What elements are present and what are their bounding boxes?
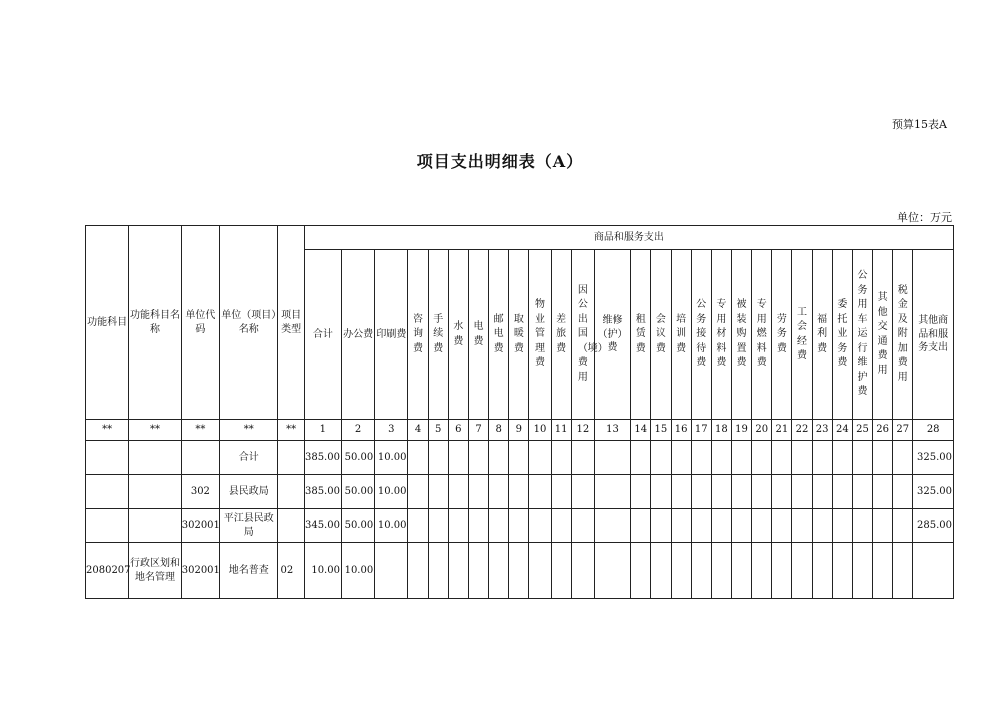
header-unit-code: 单位代码 [181,226,219,420]
table-cell-empty [448,441,468,475]
form-code: 预算15表A [892,118,947,131]
subheader-label: 手续费 [433,313,444,354]
table-cell-empty [428,543,448,599]
subheader-cell [671,250,691,420]
subheader-cell [304,250,341,420]
table-cell-empty [408,475,428,509]
subheader-cell [428,250,448,420]
table-cell-office: 50.00 [341,475,374,509]
subheader-cell [832,250,852,420]
table-cell-empty [489,509,509,543]
table-cell-empty [631,543,651,599]
table-cell-empty [529,509,551,543]
table-cell-empty [489,543,509,599]
table-cell-empty [772,441,792,475]
subheader-label: 租赁费 [635,313,646,354]
table-cell-empty [671,509,691,543]
table-row [86,441,954,475]
subheader-cell [731,250,751,420]
table-cell-empty [651,475,671,509]
table-cell-empty [852,509,872,543]
table-cell-empty [529,441,551,475]
table-cell-func_name [129,509,181,543]
column-code-cell: 1 [304,420,341,441]
table-cell-empty [711,441,731,475]
subheader-cell [489,250,509,420]
subheader-label: 会议费 [655,313,666,354]
table-cell-office: 50.00 [341,441,374,475]
table-cell-office: 50.00 [341,509,374,543]
subheader-label: 办公费 [343,328,374,340]
table-cell-empty [812,509,832,543]
table-cell-empty [832,475,852,509]
subheader-cell [893,250,913,420]
table-cell-empty [594,441,630,475]
table-cell-empty [752,441,772,475]
table-cell-empty [408,441,428,475]
table-cell-unit_code: 302001 [181,543,219,599]
table-cell-empty [812,441,832,475]
table-cell-empty [752,543,772,599]
subheader-cell [571,250,608,420]
table-cell-empty [772,475,792,509]
table-row [86,543,954,599]
table-cell-empty [893,543,913,599]
column-code-cell: 13 [594,420,630,441]
table-cell-empty [832,509,852,543]
table-cell-func_code [86,441,129,475]
table-cell-print: 10.00 [375,475,408,509]
header-func-subject-name: 功能科目名称 [129,226,181,420]
column-code-cell: 23 [812,420,832,441]
subheader-cell [509,250,529,420]
table-cell-empty [551,475,571,509]
table-cell-empty [651,509,671,543]
table-row [86,475,954,509]
table-cell-other: 285.00 [913,509,954,543]
table-cell-empty [812,543,832,599]
table-cell-empty [631,509,651,543]
subheader-label: 公务接待费 [696,299,707,369]
table-cell-print: 10.00 [375,441,408,475]
table-cell-empty [893,509,913,543]
table-cell-func_name [129,441,181,475]
column-code-cell: ** [181,420,219,441]
subheader-cell [551,250,571,420]
column-code-cell: 24 [832,420,852,441]
table-cell-other [913,543,954,599]
table-cell-empty [594,475,630,509]
table-cell-empty [571,475,594,509]
table-cell-empty [571,509,594,543]
subheader-cell [913,250,954,420]
table-cell-unit_name: 合计 [220,441,278,475]
header-func-subject: 功能科目 [86,226,129,420]
table-cell-empty [772,509,792,543]
table-cell-empty [408,509,428,543]
table-cell-empty [832,441,852,475]
table-cell-empty [752,509,772,543]
table-cell-func_name: 行政区划和地名管理 [129,543,181,599]
table-cell-empty [408,543,428,599]
subheader-cell [594,250,630,420]
subheader-label: 被装购置费 [736,299,747,369]
table-cell-total: 345.00 [304,509,341,543]
table-cell-func_name [129,475,181,509]
table-cell-empty [832,543,852,599]
table-cell-empty [731,543,751,599]
table-cell-func_code [86,509,129,543]
table-cell-empty [448,475,468,509]
page-title: 项目支出明细表（A） [416,152,584,171]
subheader-label: 工会经费 [797,306,808,361]
table-cell-empty [752,475,772,509]
subheader-label: 维修（护）费 [597,315,628,354]
subheader-label: 公务用车运行维护费 [857,270,868,398]
subheader-label: 印刷费 [376,328,407,340]
table-cell-empty [812,475,832,509]
column-code-cell: 20 [752,420,772,441]
table-cell-empty [529,543,551,599]
table-cell-type [278,441,304,475]
table-cell-empty [671,441,691,475]
table-cell-empty [711,509,731,543]
subheader-label: 培训费 [676,313,687,354]
subheader-label: 福利费 [817,313,828,354]
table-cell-empty [691,509,711,543]
subheader-label: 税金及附加费用 [897,284,908,383]
table-cell-unit_code [181,441,219,475]
table-cell-empty [691,543,711,599]
table-cell-empty [468,441,488,475]
table-cell-unit_name: 县民政局 [220,475,278,509]
subheader-cell [448,250,468,420]
table-cell-type: 02 [278,543,304,599]
column-code-cell: 10 [529,420,551,441]
column-code-cell: 25 [852,420,872,441]
table-cell-empty [489,441,509,475]
subheader-cell [752,250,772,420]
column-code-cell: 14 [631,420,651,441]
subheader-label: 劳务费 [776,313,787,354]
table-cell-unit_code: 302 [181,475,219,509]
table-cell-empty [468,509,488,543]
table-cell-empty [551,441,571,475]
table-cell-empty [671,475,691,509]
table-cell-func_code: 2080207 [86,543,129,599]
column-code-cell: 27 [893,420,913,441]
table-cell-empty [731,509,751,543]
table-cell-empty [852,543,872,599]
column-code-cell: 17 [691,420,711,441]
table-cell-print [375,543,408,599]
subheader-cell [341,250,374,420]
table-cell-empty [468,475,488,509]
subheader-label: 委托业务费 [837,299,848,369]
column-code-cell: 16 [671,420,691,441]
column-code-cell: 15 [651,420,671,441]
subheader-label: 物业管理费 [534,299,545,369]
column-code-cell: ** [220,420,278,441]
column-code-cell: 21 [772,420,792,441]
subheader-label: 咨询费 [413,313,424,354]
subheader-label: 因公出国（境）费用 [577,284,608,383]
subheader-cell [529,250,551,420]
subheader-label: 其他交通费用 [877,292,888,376]
table-cell-empty [448,509,468,543]
table-cell-office: 10.00 [341,543,374,599]
table-cell-empty [893,441,913,475]
column-code-cell: 4 [408,420,428,441]
column-code-cell: 28 [913,420,954,441]
table-cell-empty [551,509,571,543]
table-cell-empty [792,509,812,543]
table-row [86,509,954,543]
table-cell-empty [509,441,529,475]
subheader-cell [468,250,488,420]
table-body [86,420,954,599]
subheader-cell [772,250,792,420]
table-cell-empty [631,475,651,509]
table-cell-empty [691,441,711,475]
table-cell-empty [551,543,571,599]
subheader-cell [651,250,671,420]
expense-table [85,225,954,599]
table-cell-empty [509,475,529,509]
header-group-goods-services: 商品和服务支出 [304,226,953,250]
table-cell-unit_code: 302001 [181,509,219,543]
subheader-cell [631,250,651,420]
table-cell-unit_name: 地名普查 [220,543,278,599]
table-cell-total: 385.00 [304,441,341,475]
table-cell-empty [594,543,630,599]
column-code-row [86,420,954,441]
column-code-cell: 22 [792,420,812,441]
table-cell-empty [873,475,893,509]
table-cell-empty [873,441,893,475]
table-cell-empty [631,441,651,475]
subheader-label: 差旅费 [556,313,567,354]
table-cell-empty [873,543,893,599]
subheader-cell [408,250,428,420]
column-code-cell: 2 [341,420,374,441]
table-cell-empty [731,441,751,475]
column-code-cell: 3 [375,420,408,441]
column-code-cell: 19 [731,420,751,441]
table-cell-other: 325.00 [913,441,954,475]
table-cell-other: 325.00 [913,475,954,509]
table-cell-empty [489,475,509,509]
table-cell-empty [711,475,731,509]
column-code-cell: ** [86,420,129,441]
column-code-cell: 12 [571,420,594,441]
table-cell-func_code [86,475,129,509]
table-cell-empty [792,475,812,509]
table-cell-empty [852,441,872,475]
subheader-label: 合计 [312,328,333,340]
table-cell-empty [671,543,691,599]
table-cell-total: 385.00 [304,475,341,509]
table-cell-empty [468,543,488,599]
table-cell-empty [428,441,448,475]
subheader-label: 专用材料费 [716,299,727,369]
table-cell-empty [529,475,551,509]
table-cell-empty [509,509,529,543]
subheader-cell [711,250,731,420]
column-code-cell: 7 [468,420,488,441]
subheader-cell [852,250,872,420]
table-cell-empty [571,543,594,599]
table-cell-empty [651,543,671,599]
table-cell-empty [792,441,812,475]
table-cell-empty [852,475,872,509]
subheader-cell [812,250,832,420]
column-code-cell: ** [129,420,181,441]
subheader-label: 水费 [453,321,464,347]
subheader-cell [375,250,408,420]
subheader-cell [792,250,812,420]
subheader-label: 其他商品和服务支出 [918,315,949,354]
table-cell-empty [594,509,630,543]
table-cell-empty [731,475,751,509]
table-cell-type [278,475,304,509]
column-code-cell: 6 [448,420,468,441]
table-cell-type [278,509,304,543]
unit-label: 单位：万元 [897,211,952,224]
column-code-cell: 11 [551,420,571,441]
table-cell-empty [873,509,893,543]
table-cell-empty [711,543,731,599]
column-code-cell: ** [278,420,304,441]
table-cell-empty [792,543,812,599]
table-cell-empty [651,441,671,475]
table-cell-empty [448,543,468,599]
table-cell-empty [571,441,594,475]
subheader-cell [873,250,893,420]
subheader-label: 专用燃料费 [756,299,767,369]
table-cell-unit_name: 平江县民政局 [220,509,278,543]
column-code-cell: 26 [873,420,893,441]
table-cell-empty [893,475,913,509]
subheader-cell [691,250,711,420]
subheader-label: 邮电费 [493,313,504,354]
table-cell-print: 10.00 [375,509,408,543]
header-unit-name: 单位（项目）名称 [220,226,278,420]
table-cell-empty [772,543,792,599]
column-code-cell: 5 [428,420,448,441]
subheader-label: 电费 [473,321,484,347]
subheader-label: 取暖费 [513,313,524,354]
header-project-type: 项目类型 [278,226,304,420]
table-cell-empty [428,475,448,509]
table-cell-empty [691,475,711,509]
column-code-cell: 8 [489,420,509,441]
table-cell-empty [428,509,448,543]
column-code-cell: 9 [509,420,529,441]
column-code-cell: 18 [711,420,731,441]
table-cell-empty [509,543,529,599]
table-cell-total: 10.00 [304,543,341,599]
